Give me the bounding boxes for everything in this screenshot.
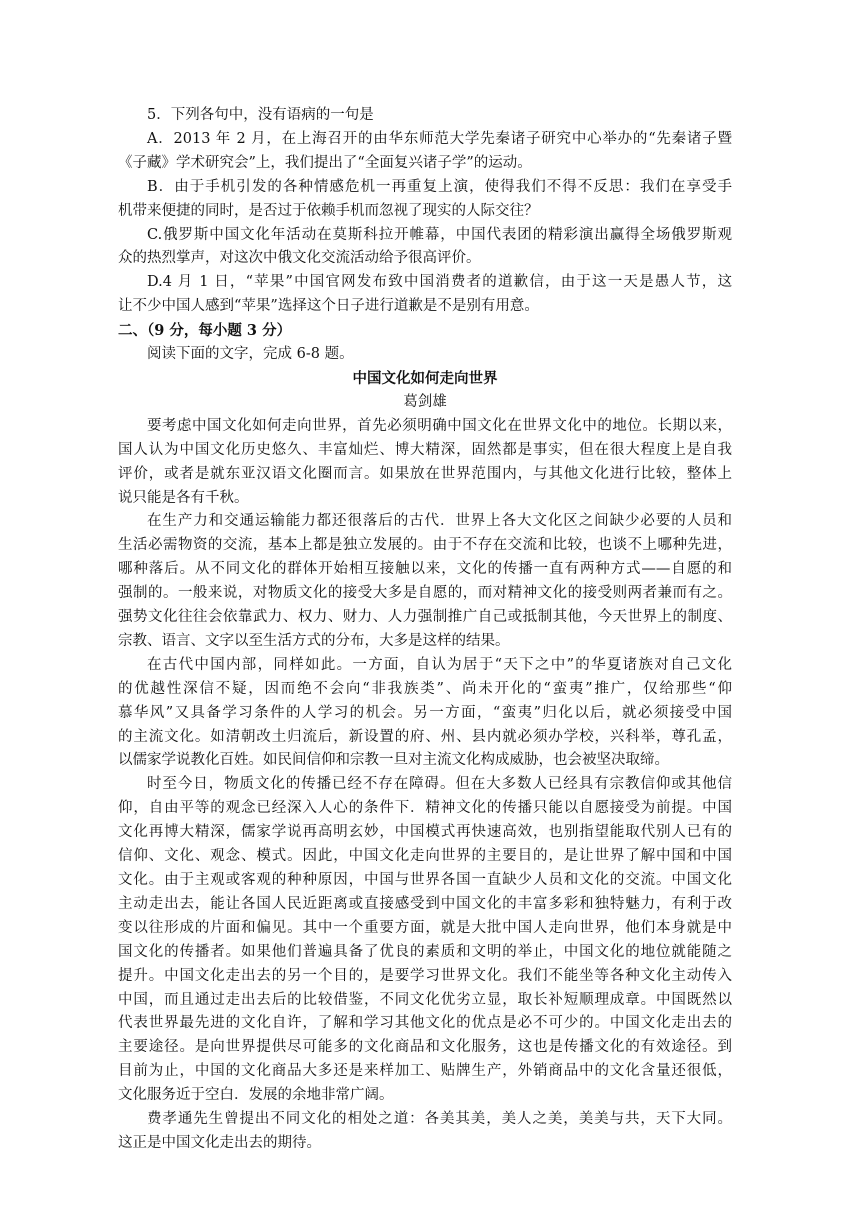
paragraph-4-line: 信仰、文化、观念、模式。因此，中国文化走向世界的主要目的，是让世界了解中国和中国 bbox=[118, 848, 732, 865]
option-c-line-1: C.俄罗斯中国文化年活动在莫斯科拉开帷幕，中国代表团的精彩演出赢得全场俄罗斯观 bbox=[147, 226, 732, 243]
paragraph-2-line: 哪种落后。从不同文化的群体开始相互接触以来，文化的传播一直有两种方式——自愿的和 bbox=[118, 561, 732, 578]
paragraph-1-line: 说只能是各有千秋。 bbox=[118, 489, 249, 506]
paragraph-4-line: 目前为止，中国的文化商品大多还是来样加工、贴牌生产，外销商品中的文化含量还很低， bbox=[118, 1063, 732, 1080]
paragraph-1-line: 要考虑中国文化如何走向世界，首先必须明确中国文化在世界文化中的地位。长期以来， bbox=[147, 417, 732, 434]
paragraph-2-line: 在生产力和交通运输能力都还很落后的古代．世界上各大文化区之间缺少必要的人员和 bbox=[147, 513, 732, 530]
paragraph-5-line: 这正是中国文化走出去的期待。 bbox=[118, 1134, 321, 1151]
paragraph-1-line: 评价，或者是就东亚汉语文化圈而言。如果放在世界范围内，与其他文化进行比较，整体上 bbox=[118, 465, 732, 482]
option-d-line-2: 让不少中国人感到“苹果”选择这个日子进行道歉是不是别有用意。 bbox=[118, 298, 539, 315]
paragraph-4-line: 文化服务近于空白．发展的余地非常广阔。 bbox=[118, 1087, 394, 1104]
paragraph-3-line: 的主流文化。如清朝改土归流后，新设置的府、州、县内就必须办学校，兴科举，尊孔孟， bbox=[118, 728, 732, 745]
paragraph-4-line: 仰，自由平等的观念已经深入人心的条件下．精神文化的传播只能以自愿接受为前提。中国 bbox=[118, 800, 732, 817]
document-page bbox=[118, 104, 732, 1156]
paragraph-2-line: 宗教、语言、文字以至生活方式的分布，大多是这样的结果。 bbox=[118, 632, 510, 649]
paragraph-4-line: 国文化的传播者。如果他们普遍具备了优良的素质和文明的举止，中国文化的地位就能随之 bbox=[118, 943, 732, 960]
paragraph-2-line: 强制的。一般来说，对物质文化的接受大多是自愿的，而对精神文化的接受则两者兼而有之。 bbox=[118, 585, 732, 602]
paragraph-4-line: 变以往形成的片面和偏见。其中一个重要方面，就是大批中国人走向世界，他们本身就是中 bbox=[118, 919, 732, 936]
paragraph-4-line: 代表世界最先进的文化自许，了解和学习其他文化的优点是必不可少的。中国文化走出去的 bbox=[118, 1015, 732, 1032]
option-b-line-1: B．由于手机引发的各种情感危机一再重复上演，使得我们不得不反思：我们在享受手 bbox=[147, 178, 732, 195]
paragraph-3-line: 以儒家学说教化百姓。如民间信仰和宗教一旦对主流文化构成威胁，也会被坚决取缔。 bbox=[118, 752, 669, 769]
option-c-line-2: 众的热烈掌声，对这次中俄文化交流活动给予很高评价。 bbox=[118, 250, 481, 267]
section-2-heading: 二、（9 分，每小题 3 分） bbox=[118, 322, 292, 340]
article-author: 葛剑雄 bbox=[403, 393, 447, 410]
paragraph-2-line: 生活必需物资的交流，基本上都是独立发展的。由于不存在交流和比较，也谈不上哪种先进， bbox=[118, 537, 732, 554]
paragraph-5-line: 费孝通先生曾提出不同文化的相处之道：各美其美，美人之美，美美与共，天下大同。 bbox=[147, 1111, 732, 1128]
option-a-line-1: A．2013 年 2 月，在上海召开的由华东师范大学先秦诸子研究中心举办的“先秦诸子暨 bbox=[147, 130, 732, 147]
option-a-line-2: 《子藏》学术研究会”上，我们提出了“全面复兴诸子学”的运动。 bbox=[118, 154, 532, 171]
question-5-stem: 5．下列各句中，没有语病的一句是 bbox=[147, 107, 374, 123]
paragraph-2-line: 强势文化往往会依靠武力、权力、财力、人力强制推广自己或抵制其他，今天世界上的制度、 bbox=[118, 609, 732, 626]
paragraph-4-line: 中国，而且通过走出去后的比较借鉴，不同文化优劣立显，取长补短顺理成章。中国既然以 bbox=[118, 991, 732, 1008]
paragraph-3-line: 在古代中国内部，同样如此。一方面，自认为居于“天下之中”的华夏诸族对自己文化 bbox=[147, 656, 732, 673]
option-b-line-2: 机带来便捷的同时，是否过于依赖手机而忽视了现实的人际交往？ bbox=[118, 202, 539, 219]
section-2-instruction: 阅读下面的文字，完成 6-8 题。 bbox=[147, 346, 354, 363]
paragraph-4-line: 主要途径。是向世界提供尽可能多的文化商品和文化服务，这也是传播文化的有效途径。到 bbox=[118, 1039, 732, 1056]
paragraph-1-line: 国人认为中国文化历史悠久、丰富灿烂、博大精深，固然都是事实，但在很大程度上是自我 bbox=[118, 441, 732, 458]
paragraph-3-line: 的优越性深信不疑，因而绝不会向“非我族类”、尚未开化的“蛮夷”推广，仅给那些“仰 bbox=[118, 680, 732, 697]
paragraph-4-line: 文化再博大精深，儒家学说再高明玄妙，中国模式再快速高效，也别指望能取代别人已有的 bbox=[118, 824, 732, 841]
article-title: 中国文化如何走向世界 bbox=[352, 369, 498, 387]
option-d-line-1: D.4 月 1 日，“苹果”中国官网发布致中国消费者的道歉信，由于这一天是愚人节，这 bbox=[147, 274, 732, 291]
paragraph-3-line: 慕华风”又具备学习条件的人学习的机会。另一方面，“蛮夷”归化以后，就必须接受中国 bbox=[118, 704, 732, 721]
paragraph-4-line: 主动走出去，能让各国人民近距离或直接感受到中国文化的丰富多彩和独特魅力，有利于改 bbox=[118, 895, 732, 912]
paragraph-4-line: 文化。由于主观或客观的种种原因，中国与世界各国一直缺少人员和文化的交流。中国文化 bbox=[118, 872, 732, 888]
paragraph-4-line: 时至今日，物质文化的传播已经不存在障碍。但在大多数人已经具有宗教信仰或其他信 bbox=[147, 776, 732, 793]
paragraph-4-line: 提升。中国文化走出去的另一个目的，是要学习世界文化。我们不能坐等各种文化主动传入 bbox=[118, 967, 732, 984]
